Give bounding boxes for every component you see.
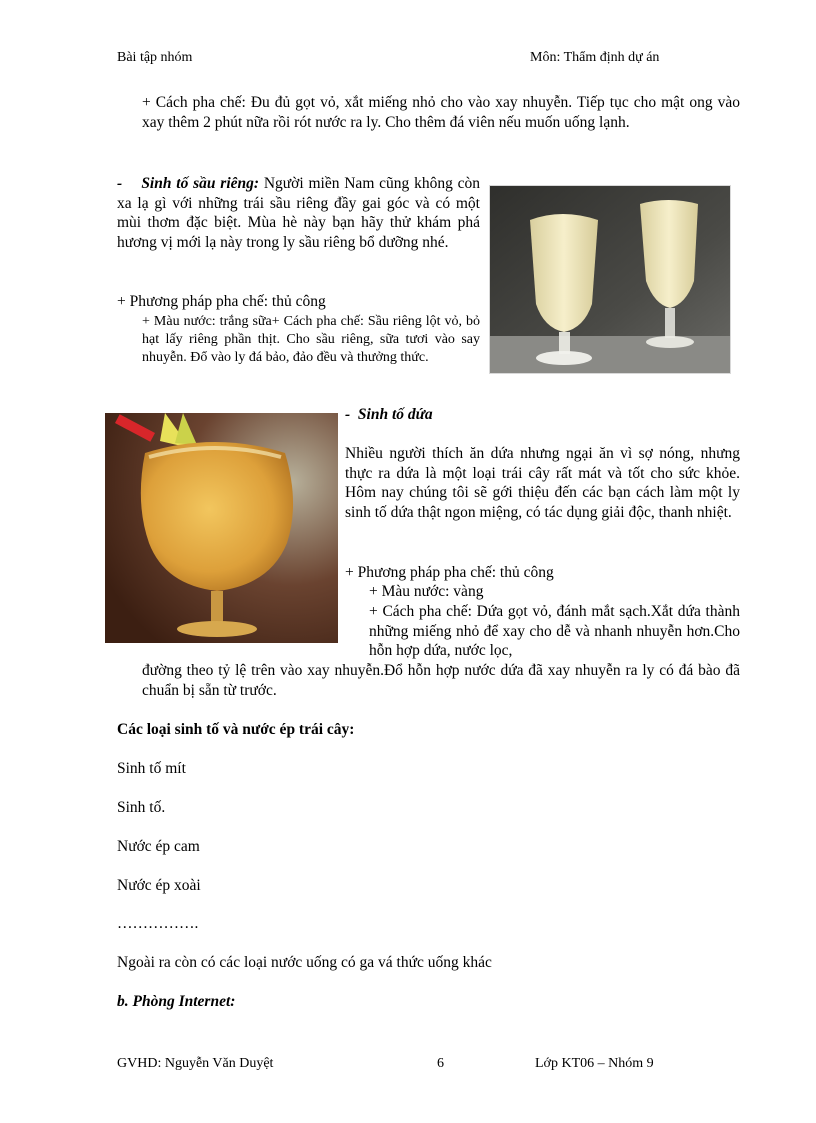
durian-intro-block [117,174,480,252]
pineapple-glass-illustration [105,413,338,643]
papaya-method: + Cách pha chế: Đu đủ gọt vỏ, xắt miếng nhỏ cho vào xay nhuyễn. Tiếp tục cho mật ong vào xay thêm 2 phút nữa rồi rót nước ra ly. Cho thêm đá viên nếu muốn uống lạnh. [142,94,740,131]
list-item: Nước ép xoài [117,877,201,894]
pineapple-intro: Nhiều người thích ăn dứa nhưng ngại ăn vì sợ nóng, nhưng thực ra dứa là một loại trái cây rất mát và tốt cho sức khỏe. Hôm nay chúng tôi sẽ gới thiệu đến các bạn cách làm một ly sinh tố dứa thật ngon miệng, có tác dụng giải độc, thanh nhiệt. [345,445,740,521]
header-left: Bài tập nhóm [117,50,193,65]
durian-glasses-illustration [490,186,730,373]
header-right: Môn: Thẩm định dự án [530,50,660,65]
pineapple-heading [345,405,433,424]
pineapple-color: + Màu nước: vàng [369,583,484,600]
section-b-heading: b. Phòng Internet: [117,993,236,1010]
pineapple-method-cont: đường theo tỷ lệ trên vào xay nhuyễn.Đổ hỗn hợp nước dứa đã xay nhuyễn ra ly có đá bào đã chuẩn bị sẵn từ trước. [142,662,740,699]
pineapple-dash: - [345,406,351,423]
durian-smoothie-image [489,185,731,374]
durian-dash: - [117,175,123,192]
list-note: Ngoài ra còn có các loại nước uống có ga vá thức uống khác [117,954,492,971]
list-item: Nước ép cam [117,838,200,855]
pineapple-smoothie-image [105,413,338,643]
pineapple-method-type: + Phương pháp pha chế: thủ công [345,564,554,581]
footer-left: GVHD: Nguyễn Văn Duyệt [117,1056,274,1071]
pineapple-method: + Cách pha chế: Dứa gọt vỏ, đánh mắt sạch.Xắt dứa thành những miếng nhỏ để xay cho dễ và nhanh nhuyễn hơn.Cho hỗn hợp dứa, nước lọc, [369,603,740,659]
durian-title: Sinh tố sầu riêng: [141,175,260,192]
durian-intro: Người miền Nam cũng không còn xa lạ gì với những trái sầu riêng đầy gai góc và có một mùi thơm đặc biệt. Mùa hè này bạn hãy thử khám phá hương vị mới lạ này trong ly sầu riêng bổ dưỡng nhé. [117,175,480,251]
list-heading: Các loại sinh tố và nước ép trái cây: [117,721,355,738]
page-number: 6 [437,1056,444,1071]
pineapple-title: Sinh tố dứa [357,406,433,423]
list-item: Sinh tố mít [117,760,186,777]
footer-right: Lớp KT06 – Nhóm 9 [535,1056,654,1071]
list-item: ……………. [117,915,199,932]
durian-method-type: + Phương pháp pha chế: thủ công [117,293,326,310]
durian-detail: + Màu nước: trắng sữa+ Cách pha chế: Sầu riêng lột vỏ, bỏ hạt lấy riêng phần thịt. Cho sầu riêng, sữa tươi vào say nhuyễn. Đổ vào ly đá bảo, đảo đều và thưởng thức. [142,314,480,365]
list-item: Sinh tố. [117,799,166,816]
